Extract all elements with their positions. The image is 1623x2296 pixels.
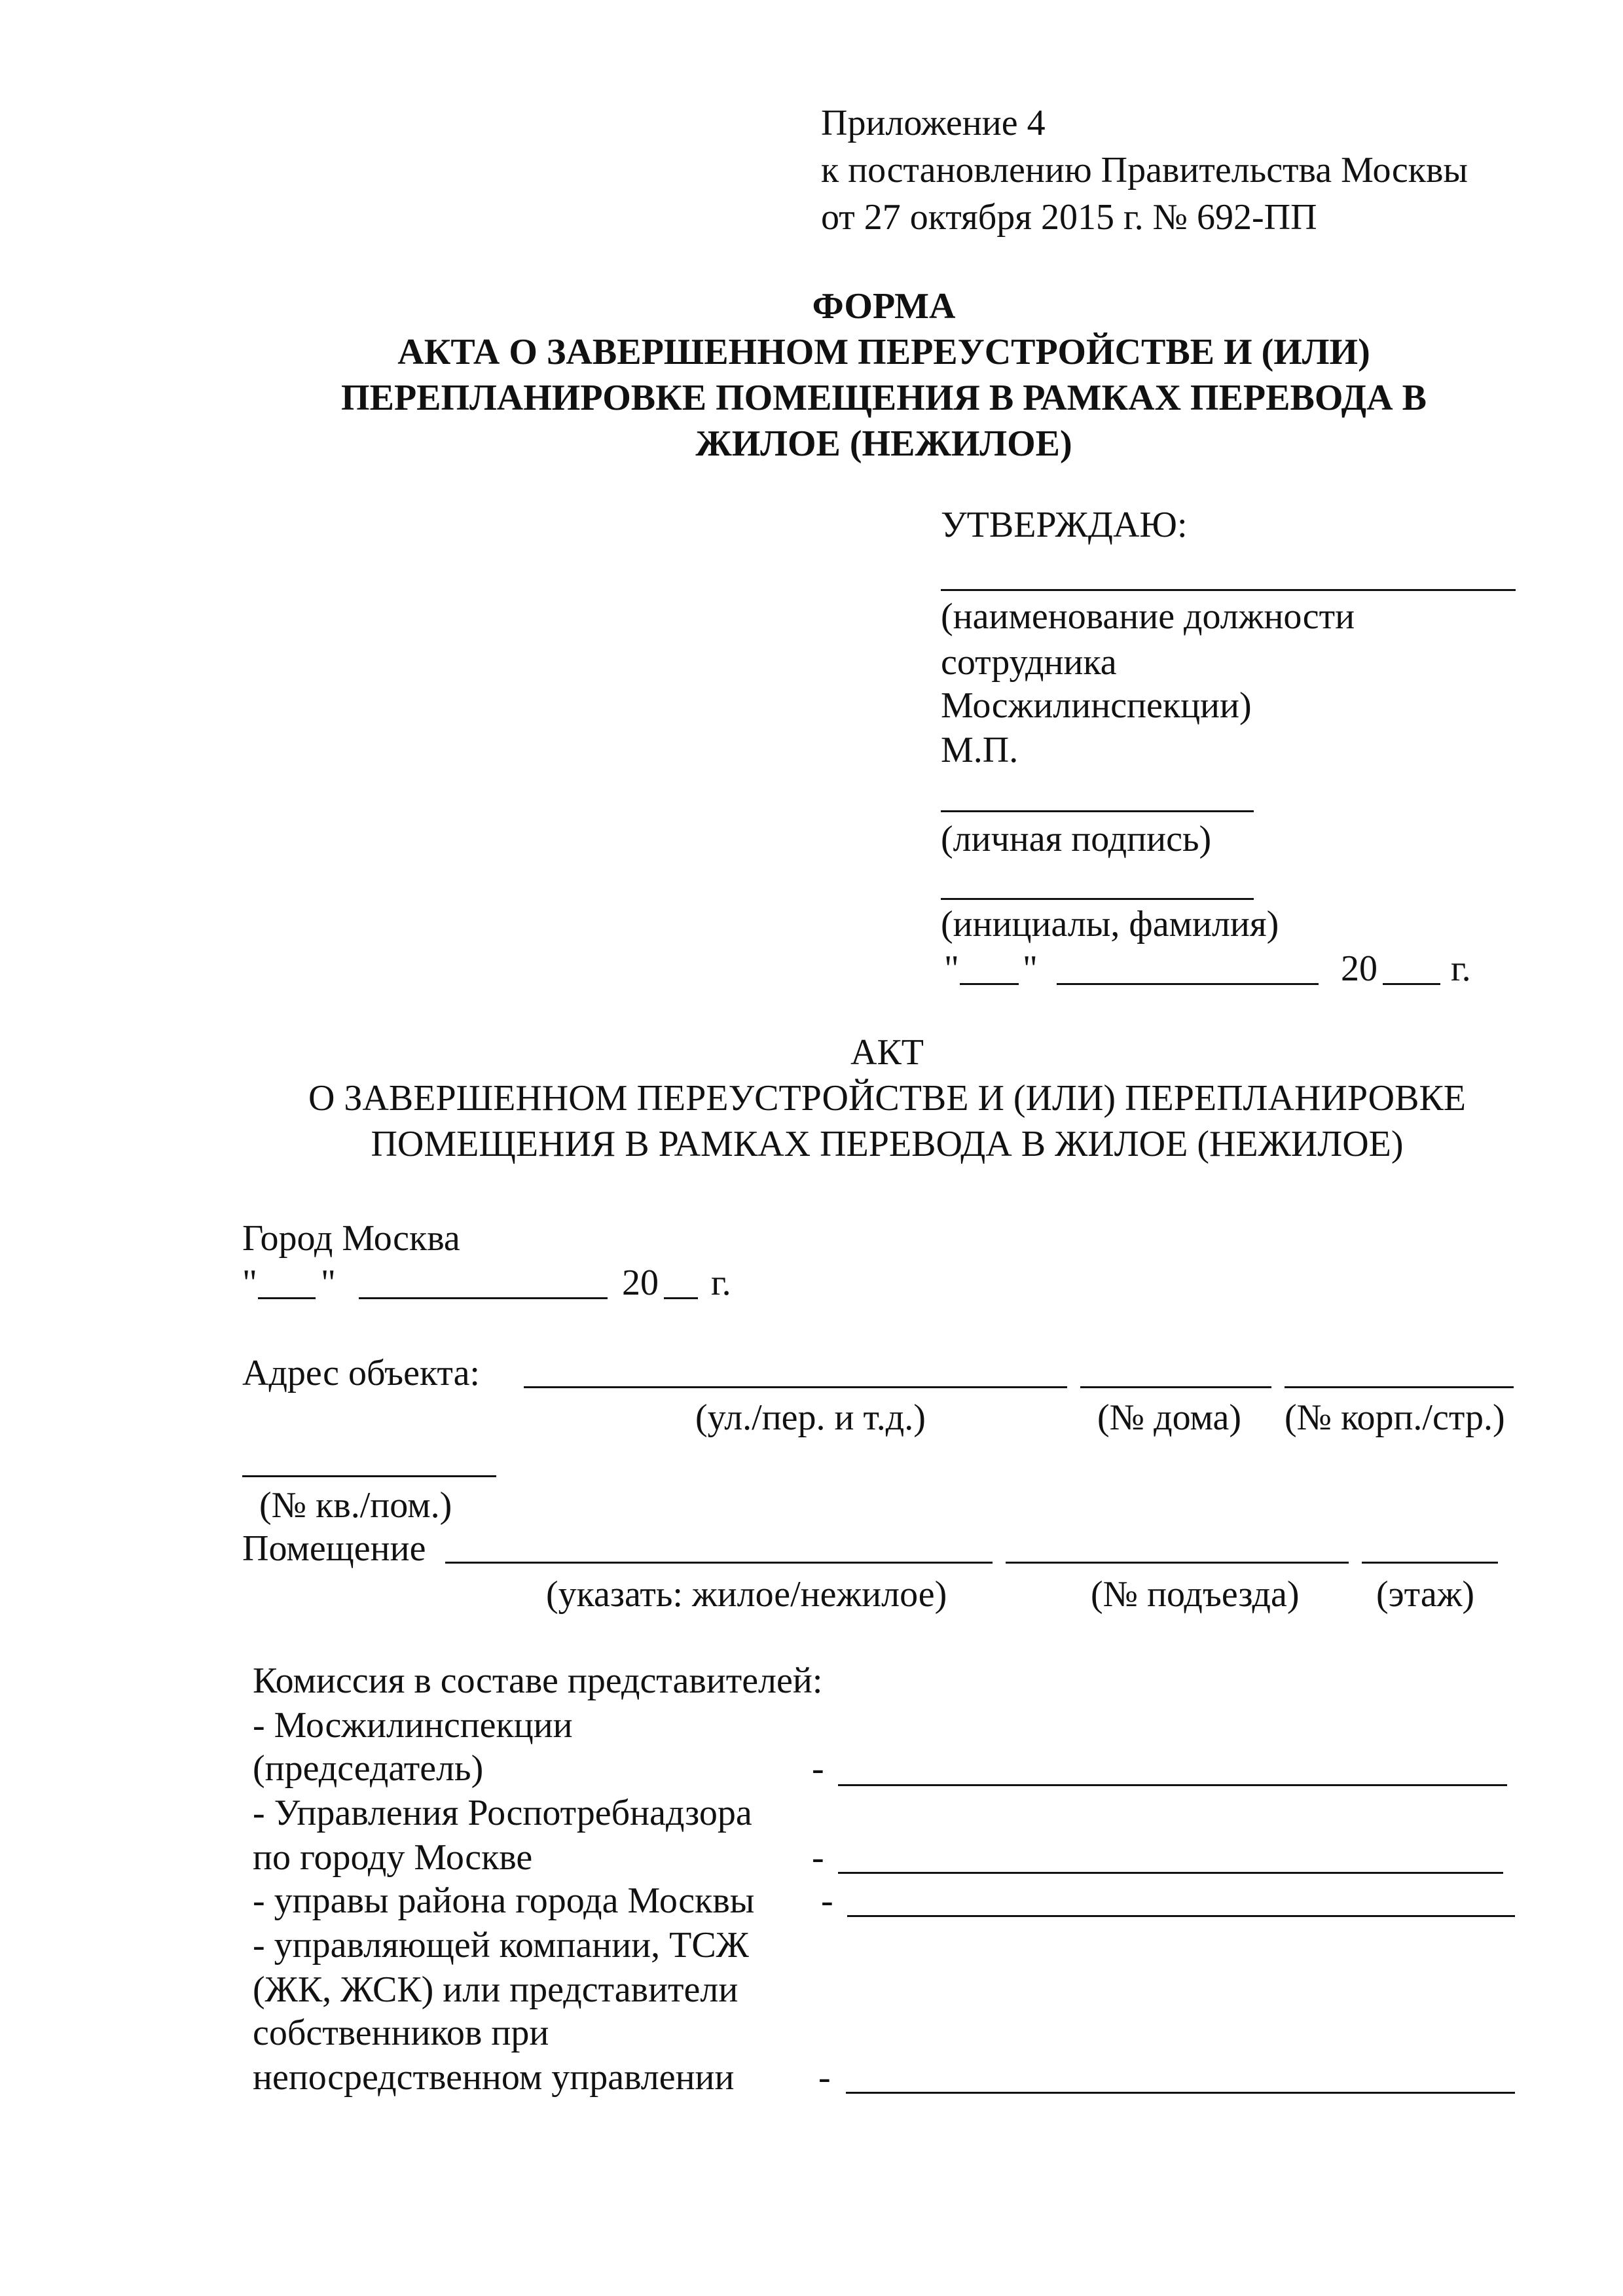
position-hint-1: (наименование должности	[941, 596, 1355, 637]
approval-date-quote-open: "	[944, 948, 959, 989]
house-field[interactable]	[1080, 1386, 1271, 1388]
approval-year-prefix: 20	[1341, 948, 1377, 989]
member4-label-line4: непосредственном управлении	[253, 2057, 735, 2098]
premises-label: Помещение	[242, 1528, 426, 1569]
annex-number: Приложение 4	[821, 103, 1046, 143]
premises-type-field[interactable]	[445, 1562, 993, 1564]
approval-month-line[interactable]	[1057, 983, 1319, 985]
entrance-hint: (№ подъезда)	[1091, 1574, 1300, 1615]
form-title-line1: ФОРМА	[812, 286, 956, 327]
month-line[interactable]	[359, 1297, 608, 1299]
act-title-line2: О ЗАВЕРШЕННОМ ПЕРЕУСТРОЙСТВЕ И (ИЛИ) ПЕРЕПЛАНИРОВКЕ	[308, 1078, 1467, 1119]
name-hint: (инициалы, фамилия)	[941, 904, 1279, 944]
house-hint: (№ дома)	[1097, 1397, 1242, 1438]
member4-label-line3: собственников при	[253, 2013, 549, 2053]
floor-field[interactable]	[1362, 1562, 1498, 1564]
position-hint-3: Мосжилинспекции)	[941, 685, 1252, 726]
approval-year-suffix: г.	[1451, 948, 1471, 989]
member3-field[interactable]	[847, 1915, 1515, 1917]
position-hint-2: сотрудника	[941, 642, 1117, 683]
annex-date: от 27 октября 2015 г. № 692-ПП	[821, 197, 1317, 238]
member1-field[interactable]	[838, 1784, 1507, 1786]
member2-label-line1: - Управления Роспотребнадзора	[253, 1793, 752, 1833]
day-line[interactable]	[258, 1297, 316, 1299]
street-hint: (ул./пер. и т.д.)	[695, 1397, 926, 1438]
act-title-line3: ПОМЕЩЕНИЯ В РАМКАХ ПЕРЕВОДА В ЖИЛОЕ (НЕЖИЛОЕ)	[371, 1124, 1404, 1164]
entrance-field[interactable]	[1006, 1562, 1349, 1564]
member1-label-line1: - Мосжилинспекции	[253, 1705, 573, 1746]
member1-dash: -	[812, 1748, 824, 1789]
form-title-line4: ЖИЛОЕ (НЕЖИЛОЕ)	[695, 423, 1072, 464]
member4-field[interactable]	[846, 2092, 1515, 2094]
form-title-line3: ПЕРЕПЛАНИРОВКЕ ПОМЕЩЕНИЯ В РАМКАХ ПЕРЕВОДА В	[341, 378, 1427, 418]
approval-date-quote-close: "	[1023, 948, 1038, 989]
member4-dash: -	[818, 2057, 831, 2098]
floor-hint: (этаж)	[1376, 1574, 1475, 1615]
year-suffix: г.	[711, 1263, 731, 1303]
date-quote-open: "	[242, 1263, 257, 1303]
street-field[interactable]	[524, 1386, 1067, 1388]
member2-dash: -	[812, 1837, 824, 1878]
building-hint: (№ корп./стр.)	[1285, 1397, 1505, 1438]
annex-decree: к постановлению Правительства Москвы	[821, 150, 1468, 190]
member3-label-line1: - управы района города Москвы	[253, 1880, 755, 1921]
signature-hint: (личная подпись)	[941, 819, 1212, 859]
approval-year-line[interactable]	[1383, 983, 1440, 985]
stamp-label: М.П.	[941, 730, 1019, 770]
name-line[interactable]	[941, 898, 1254, 900]
year-prefix: 20	[622, 1263, 659, 1303]
position-line[interactable]	[941, 589, 1516, 591]
address-label: Адрес объекта:	[242, 1353, 480, 1393]
act-title-line1: АКТ	[850, 1032, 924, 1073]
member1-label-line2: (председатель)	[253, 1748, 484, 1789]
member4-label-line1: - управляющей компании, ТСЖ	[253, 1925, 749, 1965]
commission-heading: Комиссия в составе представителей:	[253, 1660, 823, 1701]
premises-type-hint: (указать: жилое/нежилое)	[546, 1574, 947, 1615]
apartment-hint: (№ кв./пом.)	[259, 1485, 452, 1526]
member3-dash: -	[821, 1880, 833, 1921]
apartment-field[interactable]	[242, 1475, 496, 1477]
member4-label-line2: (ЖК, ЖСК) или представители	[253, 1969, 739, 2010]
signature-line[interactable]	[941, 810, 1254, 812]
member2-field[interactable]	[838, 1872, 1503, 1874]
building-field[interactable]	[1285, 1386, 1514, 1388]
approval-heading: УТВЕРЖДАЮ:	[941, 505, 1188, 545]
date-quote-close: "	[321, 1263, 336, 1303]
approval-day-line[interactable]	[960, 983, 1019, 985]
city-label: Город Москва	[242, 1218, 460, 1259]
year-line[interactable]	[664, 1297, 698, 1299]
member2-label-line2: по городу Москве	[253, 1837, 533, 1878]
form-title-line2: АКТА О ЗАВЕРШЕННОМ ПЕРЕУСТРОЙСТВЕ И (ИЛИ)	[397, 332, 1370, 372]
